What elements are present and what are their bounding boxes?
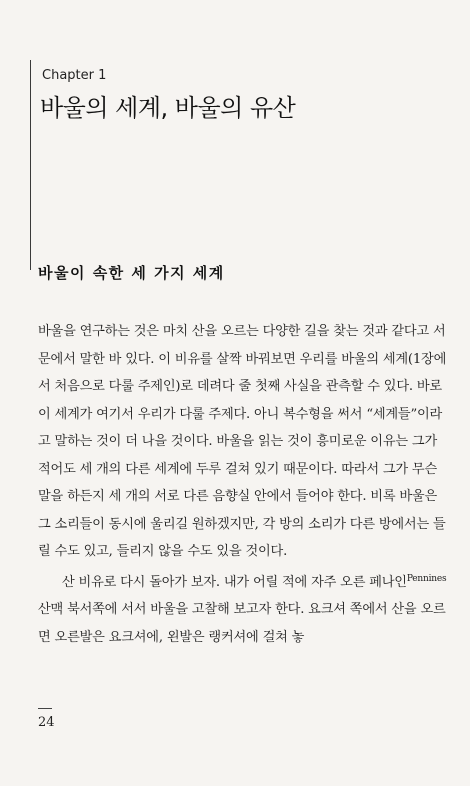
footer-rule [38,708,52,709]
body-text [38,318,448,651]
chapter-divider-rule [30,60,31,270]
paragraph-2-rest: 산맥 북서쪽에 서서 바울을 고찰해 보고자 한다. 요크셔 쪽에서 산을 오르면 오른발은 요크셔에, 왼발은 랭커셔에 걸쳐 놓 [38,602,446,645]
section-heading: 바울이 속한 세 가지 세계 [38,264,225,282]
paragraph-1: 바울을 연구하는 것은 마치 산을 오르는 다양한 길을 찾는 것과 같다고 서문에서 말한 바 있다. 이 비유를 살짝 바꿔보면 우리를 바울의 세계(1장에서 처음으로 다룰 주제인)로 데려다 줄 첫째 사실을 관측할 수 있다. 바로 이 세계가 여기서 우리가 다룰 주제다. 아니 복수형을 써서 “세계들”이라고 말하는 것이 더 나을 것이다. 바울을 읽는 것이 흥미로운 이유는 그가 적어도 세 개의 다른 세계에 두루 걸쳐 있기 때문이다. 따라서 그가 무슨 말을 하든지 세 개의 서로 다른 음향실 안에서 들어야 한다. 비록 바울은 그 소리들이 동시에 울리길 원하겠지만, 각 방의 소리가 다른 방에서는 들릴 수도 있고, 들리지 않을 수도 있을 것이다. [38,324,447,559]
chapter-label: Chapter 1 [42,68,107,83]
chapter-title: 바울의 세계, 바울의 유산 [40,94,296,122]
pennines-superscript: Pennines [406,573,447,584]
paragraph-2 [38,566,448,652]
page-number: 24 [38,715,55,730]
paragraph-2-start: 산 비유로 다시 돌아가 보자. 내가 어릴 적에 자주 오른 페나인 [62,574,407,590]
